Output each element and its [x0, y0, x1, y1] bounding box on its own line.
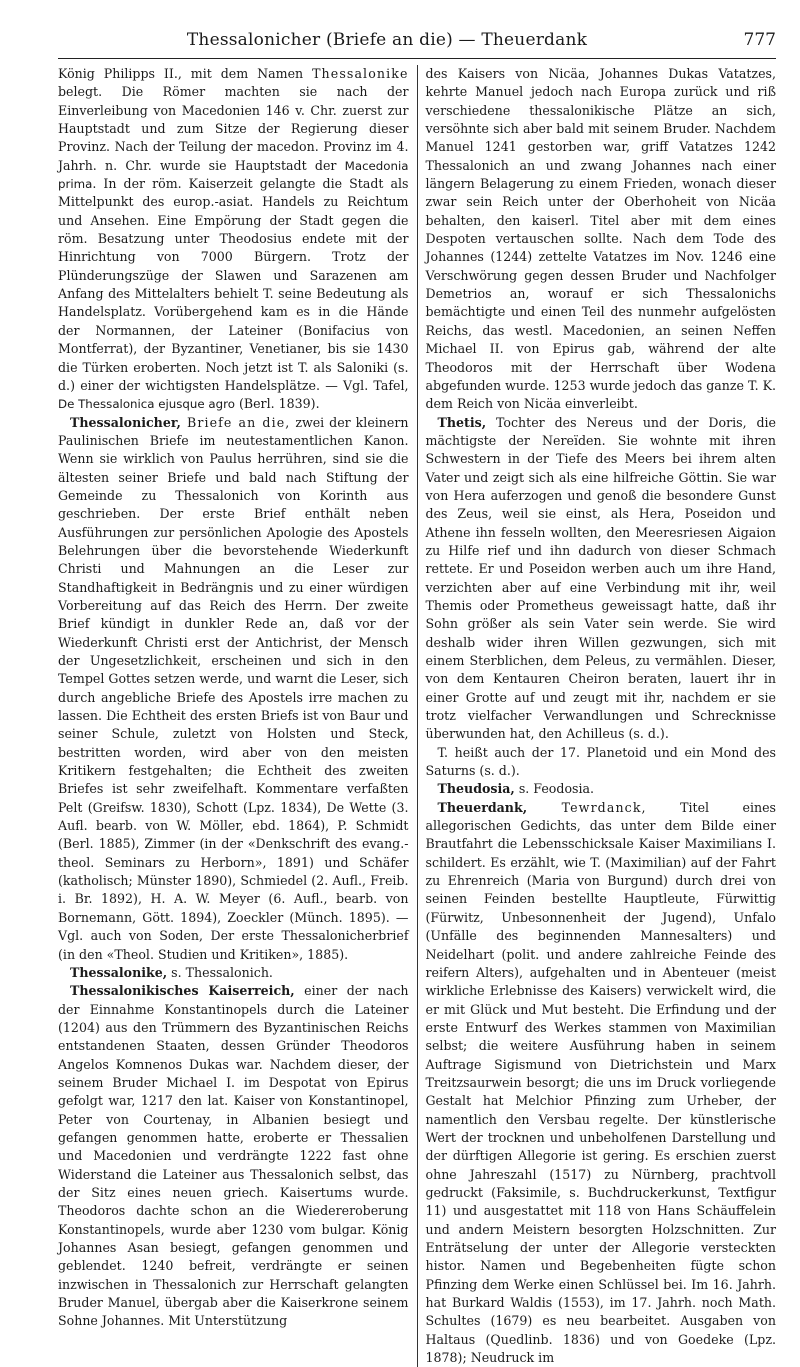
- latin-term: Macedonia prima: [58, 158, 409, 192]
- running-title: Thessalonicher (Briefe an die) — Theuerdank: [186, 30, 588, 50]
- paragraph-thessalonich-continued: [58, 65, 409, 414]
- paragraph-kaiserreich-continued: [426, 65, 777, 414]
- spaced-subtitle: Briefe an die,: [180, 414, 291, 430]
- entry-text: Tochter des Nereus und der Doris, die mächtigste der Nereïden. Sie wohnte mit ihren Schwestern in der Tiefe des Meers bei ihrem alten Vater und zeigt sich als eine hilfreiche Göttin. Sie war von Hera auferzogen und genoß die besondere Gunst des Zeus, weil sie einst, als Hera, Poseidon und Athene ihn fesseln wollten, den Meeresriesen Aigaion zu Hilfe rief und ihn dadurch von dieser Schmach rettete. Er und Poseidon werben auch um ihre Hand, verzichten aber auf eine Verbindung mit ihr, weil Themis oder Prometheus geweissagt hatte, daß ihr Sohn größer als sein Vater sein werde. Sie wird deshalb wider ihren Willen gezwungen, sich mit einem Sterblichen, dem Peleus, zu vermählen. Dieser, von dem Kentauren Cheiron beraten, lauert ihr in einer Grotte auf und zeugt mit ihr, nachdem er sie trotz vielfacher Verwandlungen und Schrecknisse überwunden hat, den Achilleus (s. d.).: [425, 414, 776, 742]
- spaced-name: Thessalonike: [312, 66, 409, 81]
- entry-thessalonicher: [58, 414, 409, 964]
- entry-headword: Theudosia,: [437, 781, 515, 797]
- left-column: [58, 65, 409, 1367]
- entry-headword: Thessalonike,: [70, 964, 168, 980]
- column-divider: [417, 65, 418, 1367]
- text-columns: [58, 65, 776, 1367]
- entry-text: T. heißt auch der 17. Planetoid und ein Mond des Saturns (s. d.).: [425, 744, 776, 779]
- entry-text: zwei der kleinern Paulinischen Briefe im neutestamentlichen Kanon. Wenn sie wirklich von Paulus herrühren, sind sie die ältesten seiner Briefe und bald nach Stiftung der Gemeinde zu Thessalonich von Korinth aus geschrieben. Der erste Brief enthält neben Ausführungen zur persönlichen Apologie des Apostels Belehrungen über die bevorstehende Wiederkunft Christi und Mahnungen an die Leser zur Standhaftigkeit in Bedrängnis und zu einer würdigen Vorbereitung auf das Reich des Herrn. Der zweite Brief kündigt in dunkler Rede an, daß vor der Wiederkunft Christi erst der Antichrist, der Mensch der Ungesetzlichkeit, erscheinen und sich in den Tempel Gottes setzen werde, und warnt die Leser, sich durch angebliche Briefe des Apostels irre machen zu lassen. Die Echtheit des ersten Briefs ist von Baur und seiner Schule, zuletzt von Holsten und Steck, bestritten worden, wird aber von den meisten Kritikern festgehalten; die Echtheit des zweiten Briefes ist sehr zweifelhaft. Kommentare verfaßten Pelt (Greifsw. 1830), Schott (Lpz. 1834), De Wette (3. Aufl. bearb. von W. Möller, ebd. 1864), P. Schmidt (Berl. 1885), Zimmer (in der «Denkschrift des evang.-theol. Seminars zu Herborn», 1891) und Schäfer (katholisch; Münster 1890), Schmiedel (2. Aufl., Freib. i. Br. 1892), H. A. W. Meyer (6. Aufl., bearb. von Bornemann, Gött. 1894), Zoeckler (Münch. 1895). — Vgl. auch von Soden, Der erste Thessalonicherbrief (in den «Theol. Studien und Kritiken», 1885).: [58, 414, 409, 962]
- text-run: . In der röm. Kaiserzeit gelangte die Stadt als Mittelpunkt des europ.-asiat. Handels zu Reichtum und Ansehen. Eine Empörung der Stadt gegen die röm. Besatzung unter Theodosius endete mit der Hinrichtung von 7000 Bürgern. Trotz der Plünderungszüge der Slawen und Sarazenen am Anfang des Mittelalters behielt T. seine Bedeutung als Handelsplatz. Vorübergehend kam es in die Hände der Normannen, der Lateiner (Bonifacius von Montferrat), der Byzantiner, Venetianer, bis sie 1430 die Türken eroberten. Noch jetzt ist T. als Saloniki (s. d.) einer der wichtigsten Handelsplätze. — Vgl. Tafel,: [58, 176, 409, 393]
- spaced-subtitle: Tewrdanck,: [527, 799, 647, 815]
- entry-text: einer der nach der Einnahme Konstantinopels durch die Lateiner (1204) aus den Trümmern des Byzantinischen Reichs entstandenen Staaten, dessen Gründer Theodoros Angelos Komnenos Dukas war. Nachdem dieser, der seinem Bruder Michael I. im Despotat von Epirus gefolgt war, 1217 den lat. Kaiser von Konstantinopel, Peter von Courtenay, in Albanien besiegt und gefangen genommen hatte, eroberte er Thessalien und Macedonien und verdrängte 1222 fast ohne Widerstand die Lateiner aus Thessalonich selbst, das der Sitz eines neuen griech. Kaisertums wurde. Theodoros dachte schon an die Wiedereroberung Konstantinopels, wurde aber 1230 vom bulgar. König Johannes Asan besiegt, gefangen genommen und geblendet. 1240 befreit, verdrängte er seinen inzwischen in Thessalonich zur Herrschaft gelangten Bruder Manuel, übergab aber die Kaiserkrone seinem Sohne Johannes. Mit Unterstützung: [58, 983, 409, 1329]
- entry-text: des Kaisers von Nicäa, Johannes Dukas Vatatzes, kehrte Manuel jedoch nach Europa zurück und riß verschiedene thessalonikische Plätze an sich, versöhnte sich aber bald mit seinem Bruder. Nachdem Manuel 1241 gestorben war, griff Vatatzes 1242 Thessalonich an und zwang Johannes nach einer längern Belagerung zu einem Frieden, wonach dieser zwar sein Reich unter der Oberhoheit von Nicäa behalten, den kaiserl. Titel aber mit dem eines Despoten vertauschen sollte. Nach dem Tode des Johannes (1244) zettelte Vatatzes im Nov. 1246 eine Verschwörung gegen dessen Bruder und Nachfolger Demetrios an, worauf er sich Thessalonichs bemächtigte und einen Teil des nunmehr aufgelösten Reichs, das westl. Macedonien, an seinen Neffen Michael II. von Epirus gab, während der alte Theodoros mit der Herrschaft über Wodena abgefunden wurde. 1253 wurde jedoch das ganze T. K. dem Reich von Nicäa einverleibt.: [425, 66, 776, 412]
- entry-text: s. Thessalonich.: [167, 964, 273, 980]
- entry-theuerdank: [426, 799, 777, 1367]
- paragraph-thetis-planetoid: [426, 744, 777, 781]
- entry-headword: Thessalonicher,: [70, 414, 181, 430]
- text-run: belegt. Die Römer machten sie nach der Einverleibung von Macedonien 146 v. Chr. zuerst zur Hauptstadt und zum Sitze der Regierung dieser Provinz. Nach der Teilung der macedon. Provinz im 4. Jahrh. n. Chr. wurde sie Hauptstadt der: [58, 84, 409, 173]
- entry-headword: Thessalonikisches Kaiserreich,: [70, 983, 295, 999]
- right-column: [426, 65, 777, 1367]
- entry-thetis: [426, 414, 777, 744]
- text-run: König Philipps II., mit dem Namen: [58, 66, 313, 81]
- entry-text: s. Feodosia.: [514, 781, 595, 797]
- entry-thessalonikisches-kaiserreich: [58, 982, 409, 1331]
- page-number: 777: [743, 30, 776, 50]
- entry-headword: Theuerdank,: [437, 799, 528, 815]
- latin-title: De Thessalonica ejusque agro: [58, 397, 235, 412]
- entry-headword: Thetis,: [437, 414, 487, 430]
- text-run: (Berl. 1839).: [234, 396, 320, 412]
- entry-theudosia: [426, 780, 777, 798]
- entry-thessalonike: [58, 964, 409, 982]
- running-header: [58, 28, 776, 59]
- entry-text: Titel eines allegorischen Gedichts, das unter dem Bilde einer Brautfahrt die Lebensschicksale Kaiser Maximilians I. schildert. Es erzählt, wie T. (Maximilian) auf der Fahrt zu Ehrenreich (Maria von Burgund) durch drei von seinen Feinden bestellte Hauptleute, Fürwittig (Fürwitz, Unbesonnenheit der Jugend), Unfalo (Unfälle des beginnenden Mannesalters) und Neidelhart (polit. und andere zahlreiche Feinde des reifern Alters), aufgehalten und in Abenteuer (meist wirkliche Erlebnisse des Kaisers) verwickelt wird, die er mit Glück und Mut besteht. Die Erfindung und der erste Entwurf des Werkes stammen von Maximilian selbst; die weitere Ausführung haben in seinem Auftrage Sigismund von Dietrichstein und Marx Treitzsaurwein besorgt; die uns im Druck vorliegende Gestalt hat Melchior Pfinzing zum Urheber, der namentlich den Versbau regelte. Der künstlerische Wert der trocknen und unbeholfenen Darstellung und der dürftigen Allegorie ist gering. Es erschien zuerst ohne Jahreszahl (1517) zu Nürnberg, prachtvoll gedruckt (Faksimile, s. Buchdruckerkunst, Textfigur 11) und ausgestattet mit 118 von Hans Schäuffelein und andern Meistern besorgten Holzschnitten. Zur Enträtselung der unter der Allegorie versteckten histor. Namen und Begebenheiten fügte schon Pfinzing dem Werke einen Schlüssel bei. Im 16. Jahrh. hat Burkard Waldis (1553), im 17. Jahrh. noch Math. Schultes (1679) es neu bearbeitet. Ausgaben von Haltaus (Quedlinb. 1836) und von Goedeke (Lpz. 1878); Neudruck im: [425, 799, 776, 1366]
